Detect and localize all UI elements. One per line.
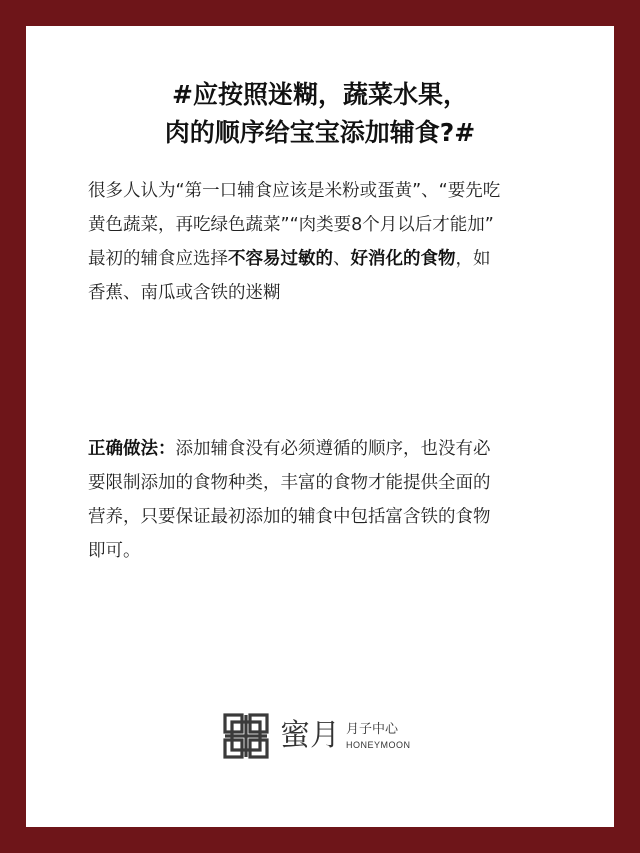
method-line-1	[88, 432, 558, 466]
intro-line-3-end: ，如	[455, 249, 491, 269]
intro-line-3	[88, 242, 558, 276]
title-line-1: #应按照迷糊，蔬菜水果，	[172, 80, 468, 109]
brand-name: 蜜月	[280, 718, 340, 753]
intro-paragraph	[88, 174, 558, 310]
method-label: 正确做法：	[88, 439, 176, 459]
method-line-2: 要限制添加的食物种类，丰富的食物才能提供全面的	[88, 473, 491, 493]
intro-line-2: 黄色蔬菜，再吃绿色蔬菜”“肉类要8个月以后才能加”	[88, 215, 494, 235]
method-line-4: 即可。	[88, 541, 141, 561]
highlight-not-allergenic: 不容易过敏的	[228, 249, 333, 269]
knot-pattern-icon	[222, 712, 270, 760]
page-title	[26, 76, 614, 152]
intro-separator: 、	[333, 249, 351, 269]
highlight-easy-digest: 好消化的食物	[350, 249, 456, 269]
correct-method-paragraph	[88, 432, 558, 568]
content-card	[26, 26, 614, 827]
brand-subtitle: 月子中心	[346, 722, 399, 737]
intro-line-3-start: 最初的辅食应选择	[88, 249, 228, 269]
title-line-2: 肉的顺序给宝宝添加辅食?#	[164, 118, 476, 147]
intro-line-1: 很多人认为“第一口辅食应该是米粉或蛋黄”、“要先吃	[88, 181, 501, 201]
method-line-3: 营养，只要保证最初添加的辅食中包括富含铁的食物	[88, 507, 491, 527]
brand-english: HONEYMOON	[346, 740, 411, 750]
method-line-1-text: 添加辅食没有必须遵循的顺序，也没有必	[175, 439, 491, 459]
intro-line-4: 香蕉、南瓜或含铁的迷糊	[88, 283, 281, 303]
brand-logo	[222, 712, 422, 764]
